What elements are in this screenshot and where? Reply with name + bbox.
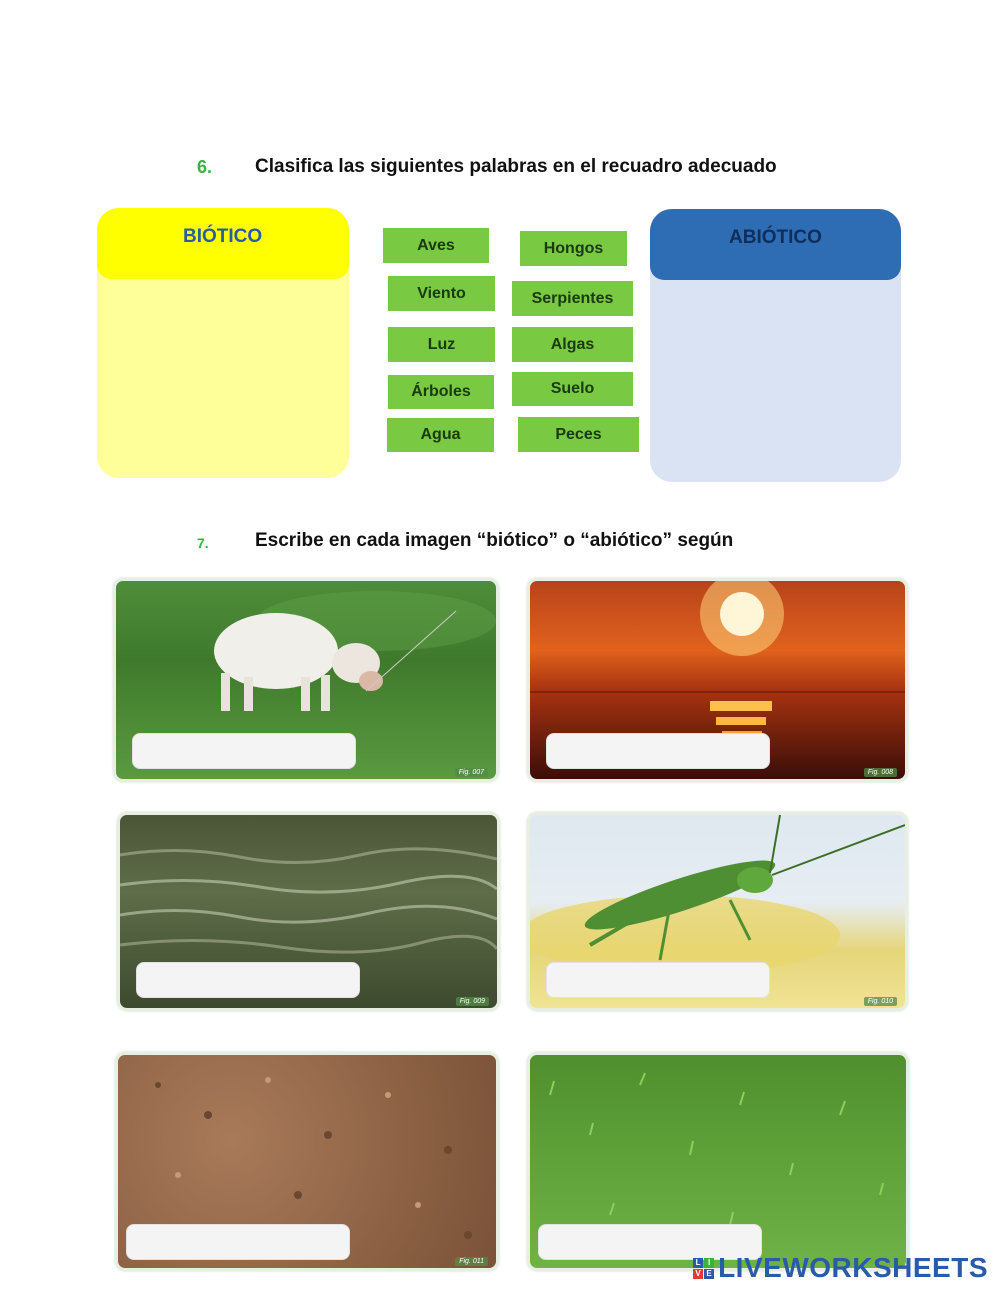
figure-label: Fig. 008 — [864, 768, 897, 777]
abiotico-label: ABIÓTICO — [729, 227, 822, 248]
word-arboles[interactable]: Árboles — [388, 375, 494, 409]
abiotico-header — [650, 209, 901, 280]
word-serpientes[interactable]: Serpientes — [512, 281, 633, 316]
biotico-header — [97, 208, 349, 279]
question-7-number: 7. — [197, 535, 209, 551]
answer-field-sheep[interactable] — [132, 733, 356, 769]
answer-field-water[interactable] — [136, 962, 360, 998]
word-hongos[interactable]: Hongos — [520, 231, 627, 266]
answer-field-grasshopper[interactable] — [546, 962, 770, 998]
answer-field-sunset[interactable] — [546, 733, 770, 769]
figure-label: Fig. 011 — [455, 1257, 488, 1266]
word-suelo[interactable]: Suelo — [512, 372, 633, 406]
question-6-text: Clasifica las siguientes palabras en el recuadro adecuado — [255, 156, 777, 177]
image-card-grasshopper — [527, 812, 908, 1011]
image-card-sheep — [113, 578, 499, 782]
abiotico-dropzone[interactable] — [650, 209, 901, 482]
word-aves[interactable]: Aves — [383, 228, 489, 263]
question-7-text: Escribe en cada imagen “biótico” o “abiótico” según — [255, 530, 734, 551]
figure-label: Fig. 009 — [456, 997, 489, 1006]
biotico-dropzone[interactable] — [97, 208, 349, 478]
image-card-grass — [527, 1052, 909, 1271]
word-viento[interactable]: Viento — [388, 276, 495, 311]
figure-label: Fig. 007 — [455, 768, 488, 777]
question-6-number: 6. — [197, 157, 213, 177]
image-card-water — [117, 812, 500, 1011]
liveworksheets-logo-icon: L I V E — [693, 1258, 714, 1279]
brand-name: LIVEWORKSHEETS — [718, 1252, 988, 1283]
word-peces[interactable]: Peces — [518, 417, 639, 452]
image-card-sunset — [527, 578, 908, 782]
biotico-label: BIÓTICO — [183, 226, 263, 247]
answer-field-soil[interactable] — [126, 1224, 350, 1260]
figure-label: Fig. 010 — [864, 997, 897, 1006]
liveworksheets-logo — [693, 1252, 988, 1284]
word-agua[interactable]: Agua — [387, 418, 494, 452]
image-card-soil — [115, 1052, 499, 1271]
word-algas[interactable]: Algas — [512, 327, 633, 362]
word-luz[interactable]: Luz — [388, 327, 495, 362]
